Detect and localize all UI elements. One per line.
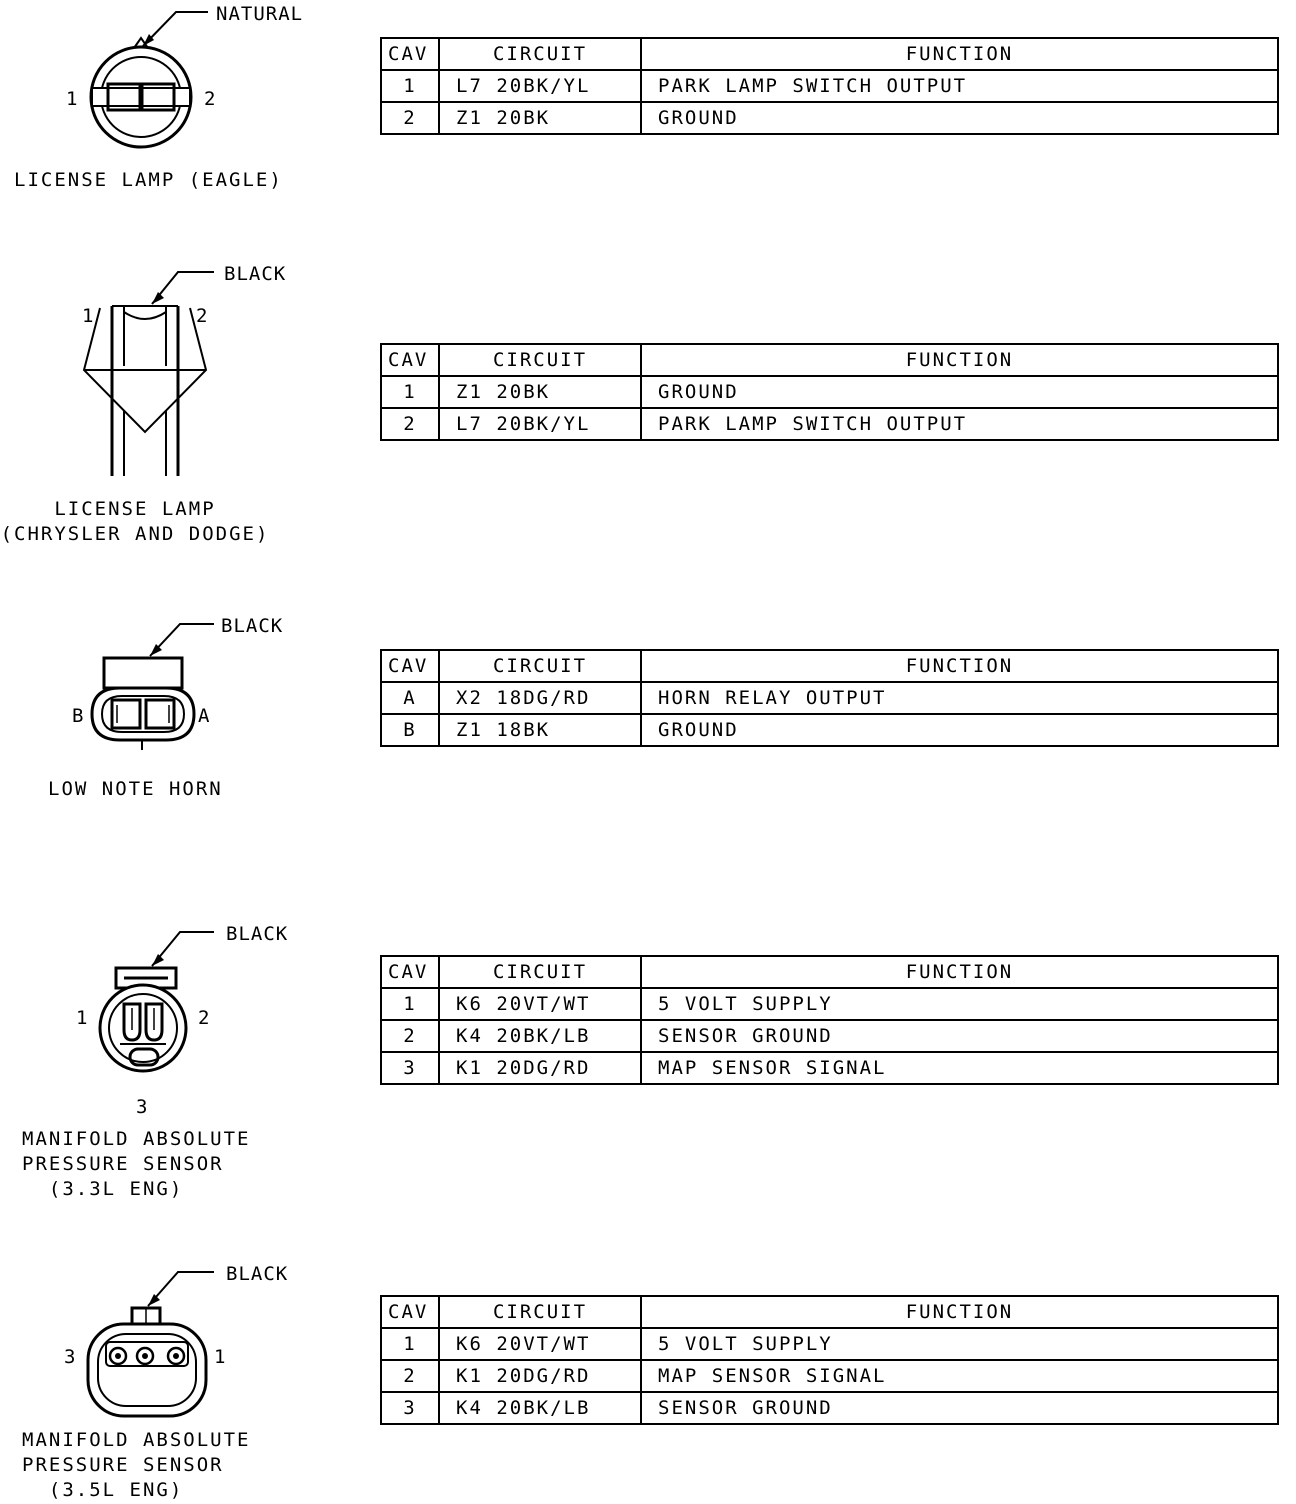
cell-cav: 1 bbox=[381, 70, 439, 102]
header-circuit: CIRCUIT bbox=[439, 956, 641, 988]
cell-circuit: K1 20DG/RD bbox=[439, 1360, 641, 1392]
header-cav: CAV bbox=[381, 1296, 439, 1328]
table-row bbox=[381, 1360, 1278, 1392]
connector-name: MANIFOLD ABSOLUTE PRESSURE SENSOR (3.3L ENG) bbox=[22, 1128, 251, 1200]
cell-function: GROUND bbox=[641, 376, 1278, 408]
cell-function: GROUND bbox=[641, 714, 1278, 746]
cell-circuit: L7 20BK/YL bbox=[439, 70, 641, 102]
cell-cav: 2 bbox=[381, 1360, 439, 1392]
cell-circuit: K1 20DG/RD bbox=[439, 1052, 641, 1084]
header-function: FUNCTION bbox=[641, 1296, 1278, 1328]
header-cav: CAV bbox=[381, 38, 439, 70]
connector-name: MANIFOLD ABSOLUTE PRESSURE SENSOR (3.5L ENG) bbox=[22, 1429, 251, 1501]
connector-map-sensor-3-3l bbox=[0, 920, 370, 1210]
pinout-table-license-lamp-chrysler-dodge bbox=[380, 343, 1279, 441]
table-header-row bbox=[381, 650, 1278, 682]
cell-cav: 2 bbox=[381, 408, 439, 440]
cell-circuit: L7 20BK/YL bbox=[439, 408, 641, 440]
header-cav: CAV bbox=[381, 650, 439, 682]
table-row bbox=[381, 682, 1278, 714]
color-label: BLACK bbox=[226, 1263, 289, 1285]
color-label: BLACK bbox=[226, 923, 289, 945]
header-function: FUNCTION bbox=[641, 344, 1278, 376]
cell-cav: 3 bbox=[381, 1392, 439, 1424]
cell-function: 5 VOLT SUPPLY bbox=[641, 1328, 1278, 1360]
color-label: BLACK bbox=[224, 263, 287, 285]
header-circuit: CIRCUIT bbox=[439, 1296, 641, 1328]
cell-cav: 2 bbox=[381, 102, 439, 134]
connector-license-lamp-eagle bbox=[0, 0, 370, 200]
cell-circuit: Z1 20BK bbox=[439, 376, 641, 408]
cell-function: SENSOR GROUND bbox=[641, 1020, 1278, 1052]
cell-circuit: Z1 18BK bbox=[439, 714, 641, 746]
pin-label-3: 3 bbox=[136, 1096, 149, 1118]
table-row bbox=[381, 714, 1278, 746]
table-header-row bbox=[381, 956, 1278, 988]
table-row bbox=[381, 408, 1278, 440]
connector-name: LICENSE LAMP (EAGLE) bbox=[14, 169, 283, 191]
pin-label-1: 1 bbox=[76, 1007, 89, 1029]
pin-label-right: A bbox=[198, 705, 211, 727]
cell-cav: 2 bbox=[381, 1020, 439, 1052]
pin-label-left: 1 bbox=[66, 88, 79, 110]
cell-function: PARK LAMP SWITCH OUTPUT bbox=[641, 408, 1278, 440]
header-circuit: CIRCUIT bbox=[439, 38, 641, 70]
header-function: FUNCTION bbox=[641, 650, 1278, 682]
pinout-table-map-sensor-3-5l bbox=[380, 1295, 1279, 1425]
cell-cav: 1 bbox=[381, 1328, 439, 1360]
table-header-row bbox=[381, 344, 1278, 376]
table-header-row bbox=[381, 38, 1278, 70]
pinout-table-low-note-horn bbox=[380, 649, 1279, 747]
cell-cav: B bbox=[381, 714, 439, 746]
table-row bbox=[381, 1328, 1278, 1360]
table-header-row bbox=[381, 1296, 1278, 1328]
table-row bbox=[381, 988, 1278, 1020]
cell-cav: 3 bbox=[381, 1052, 439, 1084]
connector-low-note-horn bbox=[0, 612, 370, 812]
connector-name: LICENSE LAMP (CHRYSLER AND DODGE) bbox=[0, 498, 270, 545]
pin-label-right: 2 bbox=[204, 88, 217, 110]
table-row bbox=[381, 70, 1278, 102]
cell-circuit: X2 18DG/RD bbox=[439, 682, 641, 714]
pin-label-right: 2 bbox=[196, 305, 209, 327]
cell-circuit: K4 20BK/LB bbox=[439, 1020, 641, 1052]
color-label: NATURAL bbox=[216, 3, 304, 25]
table-row bbox=[381, 1020, 1278, 1052]
cell-function: MAP SENSOR SIGNAL bbox=[641, 1052, 1278, 1084]
pin-label-left: 1 bbox=[82, 305, 95, 327]
pin-label-right: 1 bbox=[214, 1346, 227, 1368]
header-circuit: CIRCUIT bbox=[439, 650, 641, 682]
cell-function: MAP SENSOR SIGNAL bbox=[641, 1360, 1278, 1392]
table-row bbox=[381, 1052, 1278, 1084]
cell-cav: 1 bbox=[381, 988, 439, 1020]
header-function: FUNCTION bbox=[641, 38, 1278, 70]
cell-circuit: Z1 20BK bbox=[439, 102, 641, 134]
connector-name: LOW NOTE HORN bbox=[48, 778, 223, 800]
cell-function: GROUND bbox=[641, 102, 1278, 134]
pinout-table-license-lamp-eagle bbox=[380, 37, 1279, 135]
header-function: FUNCTION bbox=[641, 956, 1278, 988]
header-cav: CAV bbox=[381, 344, 439, 376]
cell-circuit: K6 20VT/WT bbox=[439, 1328, 641, 1360]
cell-function: 5 VOLT SUPPLY bbox=[641, 988, 1278, 1020]
cell-circuit: K6 20VT/WT bbox=[439, 988, 641, 1020]
table-row bbox=[381, 1392, 1278, 1424]
pin-label-2: 2 bbox=[198, 1007, 211, 1029]
pin-label-left: 3 bbox=[64, 1346, 77, 1368]
header-cav: CAV bbox=[381, 956, 439, 988]
pin-label-left: B bbox=[72, 705, 85, 727]
cell-function: HORN RELAY OUTPUT bbox=[641, 682, 1278, 714]
connector-license-lamp-chrysler-dodge bbox=[0, 260, 370, 560]
table-row bbox=[381, 376, 1278, 408]
table-row bbox=[381, 102, 1278, 134]
cell-cav: 1 bbox=[381, 376, 439, 408]
cell-function: SENSOR GROUND bbox=[641, 1392, 1278, 1424]
pinout-table-map-sensor-3-3l bbox=[380, 955, 1279, 1085]
connector-map-sensor-3-5l bbox=[0, 1260, 370, 1504]
cell-circuit: K4 20BK/LB bbox=[439, 1392, 641, 1424]
header-circuit: CIRCUIT bbox=[439, 344, 641, 376]
color-label: BLACK bbox=[221, 615, 284, 637]
cell-function: PARK LAMP SWITCH OUTPUT bbox=[641, 70, 1278, 102]
cell-cav: A bbox=[381, 682, 439, 714]
